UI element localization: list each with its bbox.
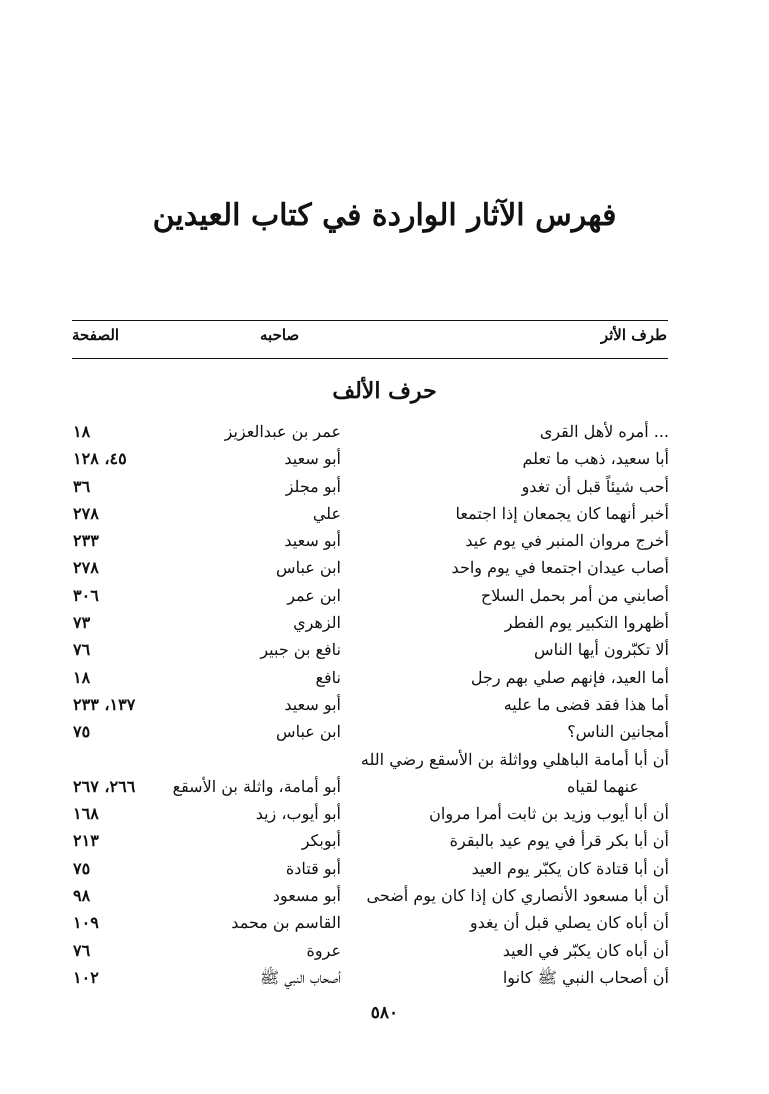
table-row	[0, 720, 769, 747]
table-row	[0, 502, 769, 529]
athar-author: أبو سعيد	[284, 531, 341, 551]
athar-text: أن أبا مسعود الأنصاري كان إذا كان يوم أضحى	[366, 886, 669, 906]
table-row	[0, 939, 769, 966]
table-row	[0, 966, 769, 993]
athar-pages: ١٨	[73, 667, 91, 687]
athar-pages: ٧٣	[73, 613, 91, 633]
page-title: فهرس الآثار الواردة في كتاب العيدين	[152, 198, 617, 233]
athar-author: نافع بن جبير	[260, 640, 341, 660]
header-top-rule	[72, 320, 668, 321]
table-row	[0, 666, 769, 693]
table-row	[0, 693, 769, 720]
athar-pages: ٢٦٦، ٢٦٧	[73, 776, 136, 796]
athar-text: أما العيد، فإنهم صلي بهم رجل	[470, 667, 669, 687]
athar-text: أن أبا أيوب وزيد بن ثابت أمرا مروان	[429, 804, 669, 824]
section-heading: حرف الألف	[332, 378, 437, 404]
athar-author: أبو سعيد	[284, 694, 341, 714]
athar-text: ... أمره لأهل القرى	[539, 422, 669, 441]
athar-author: علي	[312, 503, 341, 523]
athar-text: أخبر أنهما كان يجمعان إذا اجتمعا	[455, 503, 669, 523]
athar-author: ابن عباس	[276, 558, 341, 578]
table-row	[0, 802, 769, 829]
athar-text: أن أباه كان يصلي قبل أن يغدو	[469, 913, 669, 933]
athar-author: أبوبكر	[301, 831, 341, 851]
athar-text: أن أصحاب النبي ﷺ كانوا	[502, 967, 669, 987]
athar-author: أبو أمامة، واثلة بن الأسقع	[172, 776, 341, 796]
table-row	[0, 884, 769, 911]
index-table	[0, 420, 769, 993]
athar-text: أخرج مروان المنبر في يوم عيد	[465, 531, 669, 551]
athar-author: أصحاب النبي ﷺ	[259, 967, 341, 987]
table-row	[0, 447, 769, 474]
athar-author: نافع	[315, 667, 341, 687]
athar-author: عروة	[306, 940, 341, 960]
athar-text: أن أبا أمامة الباهلي وواثلة بن الأسقع رضي الله	[360, 749, 669, 769]
table-row	[0, 611, 769, 638]
column-header-author: صاحبه	[260, 326, 300, 344]
athar-author: أبو مجلز	[285, 476, 341, 496]
athar-author: أبو سعيد	[284, 449, 341, 469]
athar-text: أما هذا فقد قضى ما عليه	[503, 694, 669, 714]
athar-author: عمر بن عبدالعزيز	[224, 422, 341, 441]
athar-author: الزهري	[293, 613, 341, 633]
athar-text: أن أبا بكر قرأ في يوم عيد بالبقرة	[449, 831, 669, 851]
athar-author: ابن عباس	[276, 722, 341, 742]
athar-pages: ٤٥، ١٢٨	[73, 449, 127, 469]
athar-pages: ١٣٧، ٢٣٣	[73, 694, 136, 714]
table-row	[0, 775, 769, 802]
athar-text: عنهما لقياه	[566, 776, 639, 796]
athar-text: أبا سعيد، ذهب ما تعلم	[522, 449, 669, 469]
athar-text: أحب شيئاً قبل أن تغدو	[521, 476, 669, 496]
athar-author: أبو قتادة	[285, 858, 341, 878]
athar-text: أظهروا التكبير يوم الفطر	[504, 613, 669, 633]
athar-text: أمجانين الناس؟	[567, 722, 669, 742]
table-row	[0, 911, 769, 938]
table-row	[0, 829, 769, 856]
table-row	[0, 584, 769, 611]
athar-pages: ٣٠٦	[73, 585, 99, 605]
table-row	[0, 420, 769, 447]
athar-text: أصابني من أمر بحمل السلاح	[480, 585, 669, 605]
table-row	[0, 556, 769, 583]
athar-pages: ٩٨	[73, 886, 91, 906]
athar-author: أبو أيوب، زيد	[255, 804, 341, 824]
athar-text: أن أباه كان يكبّر في العيد	[502, 940, 669, 960]
athar-author: أبو مسعود	[272, 886, 341, 906]
athar-pages: ٧٥	[73, 858, 91, 878]
athar-author: ابن عمر	[287, 585, 341, 605]
column-header-page: الصفحة	[72, 326, 120, 344]
athar-pages: ١٠٢	[73, 967, 99, 987]
table-row	[0, 748, 769, 775]
athar-pages: ١٨	[73, 422, 91, 441]
table-row	[0, 529, 769, 556]
table-row	[0, 857, 769, 884]
athar-pages: ٧٥	[73, 722, 91, 742]
athar-pages: ٢٧٨	[73, 503, 99, 523]
athar-pages: ٧٦	[73, 640, 91, 660]
athar-pages: ٢٧٨	[73, 558, 99, 578]
athar-pages: ١٦٨	[73, 804, 99, 824]
column-header-athar: طرف الأثر	[600, 326, 667, 344]
page-number: ٥٨٠	[370, 1003, 399, 1023]
athar-pages: ٧٦	[73, 940, 91, 960]
header-bottom-rule	[72, 358, 668, 359]
athar-author: القاسم بن محمد	[231, 913, 341, 933]
athar-text: أصاب عيدان اجتمعا في يوم واحد	[451, 558, 669, 578]
athar-text: أن أبا قتادة كان يكبّر يوم العيد	[471, 858, 669, 878]
athar-pages: ٣٦	[73, 476, 91, 496]
table-row	[0, 638, 769, 665]
table-row	[0, 475, 769, 502]
athar-pages: ١٠٩	[73, 913, 99, 933]
athar-pages: ٢٣٣	[73, 531, 99, 551]
athar-pages: ٢١٣	[73, 831, 99, 851]
athar-text: ألا تكبّرون أيها الناس	[534, 640, 669, 660]
